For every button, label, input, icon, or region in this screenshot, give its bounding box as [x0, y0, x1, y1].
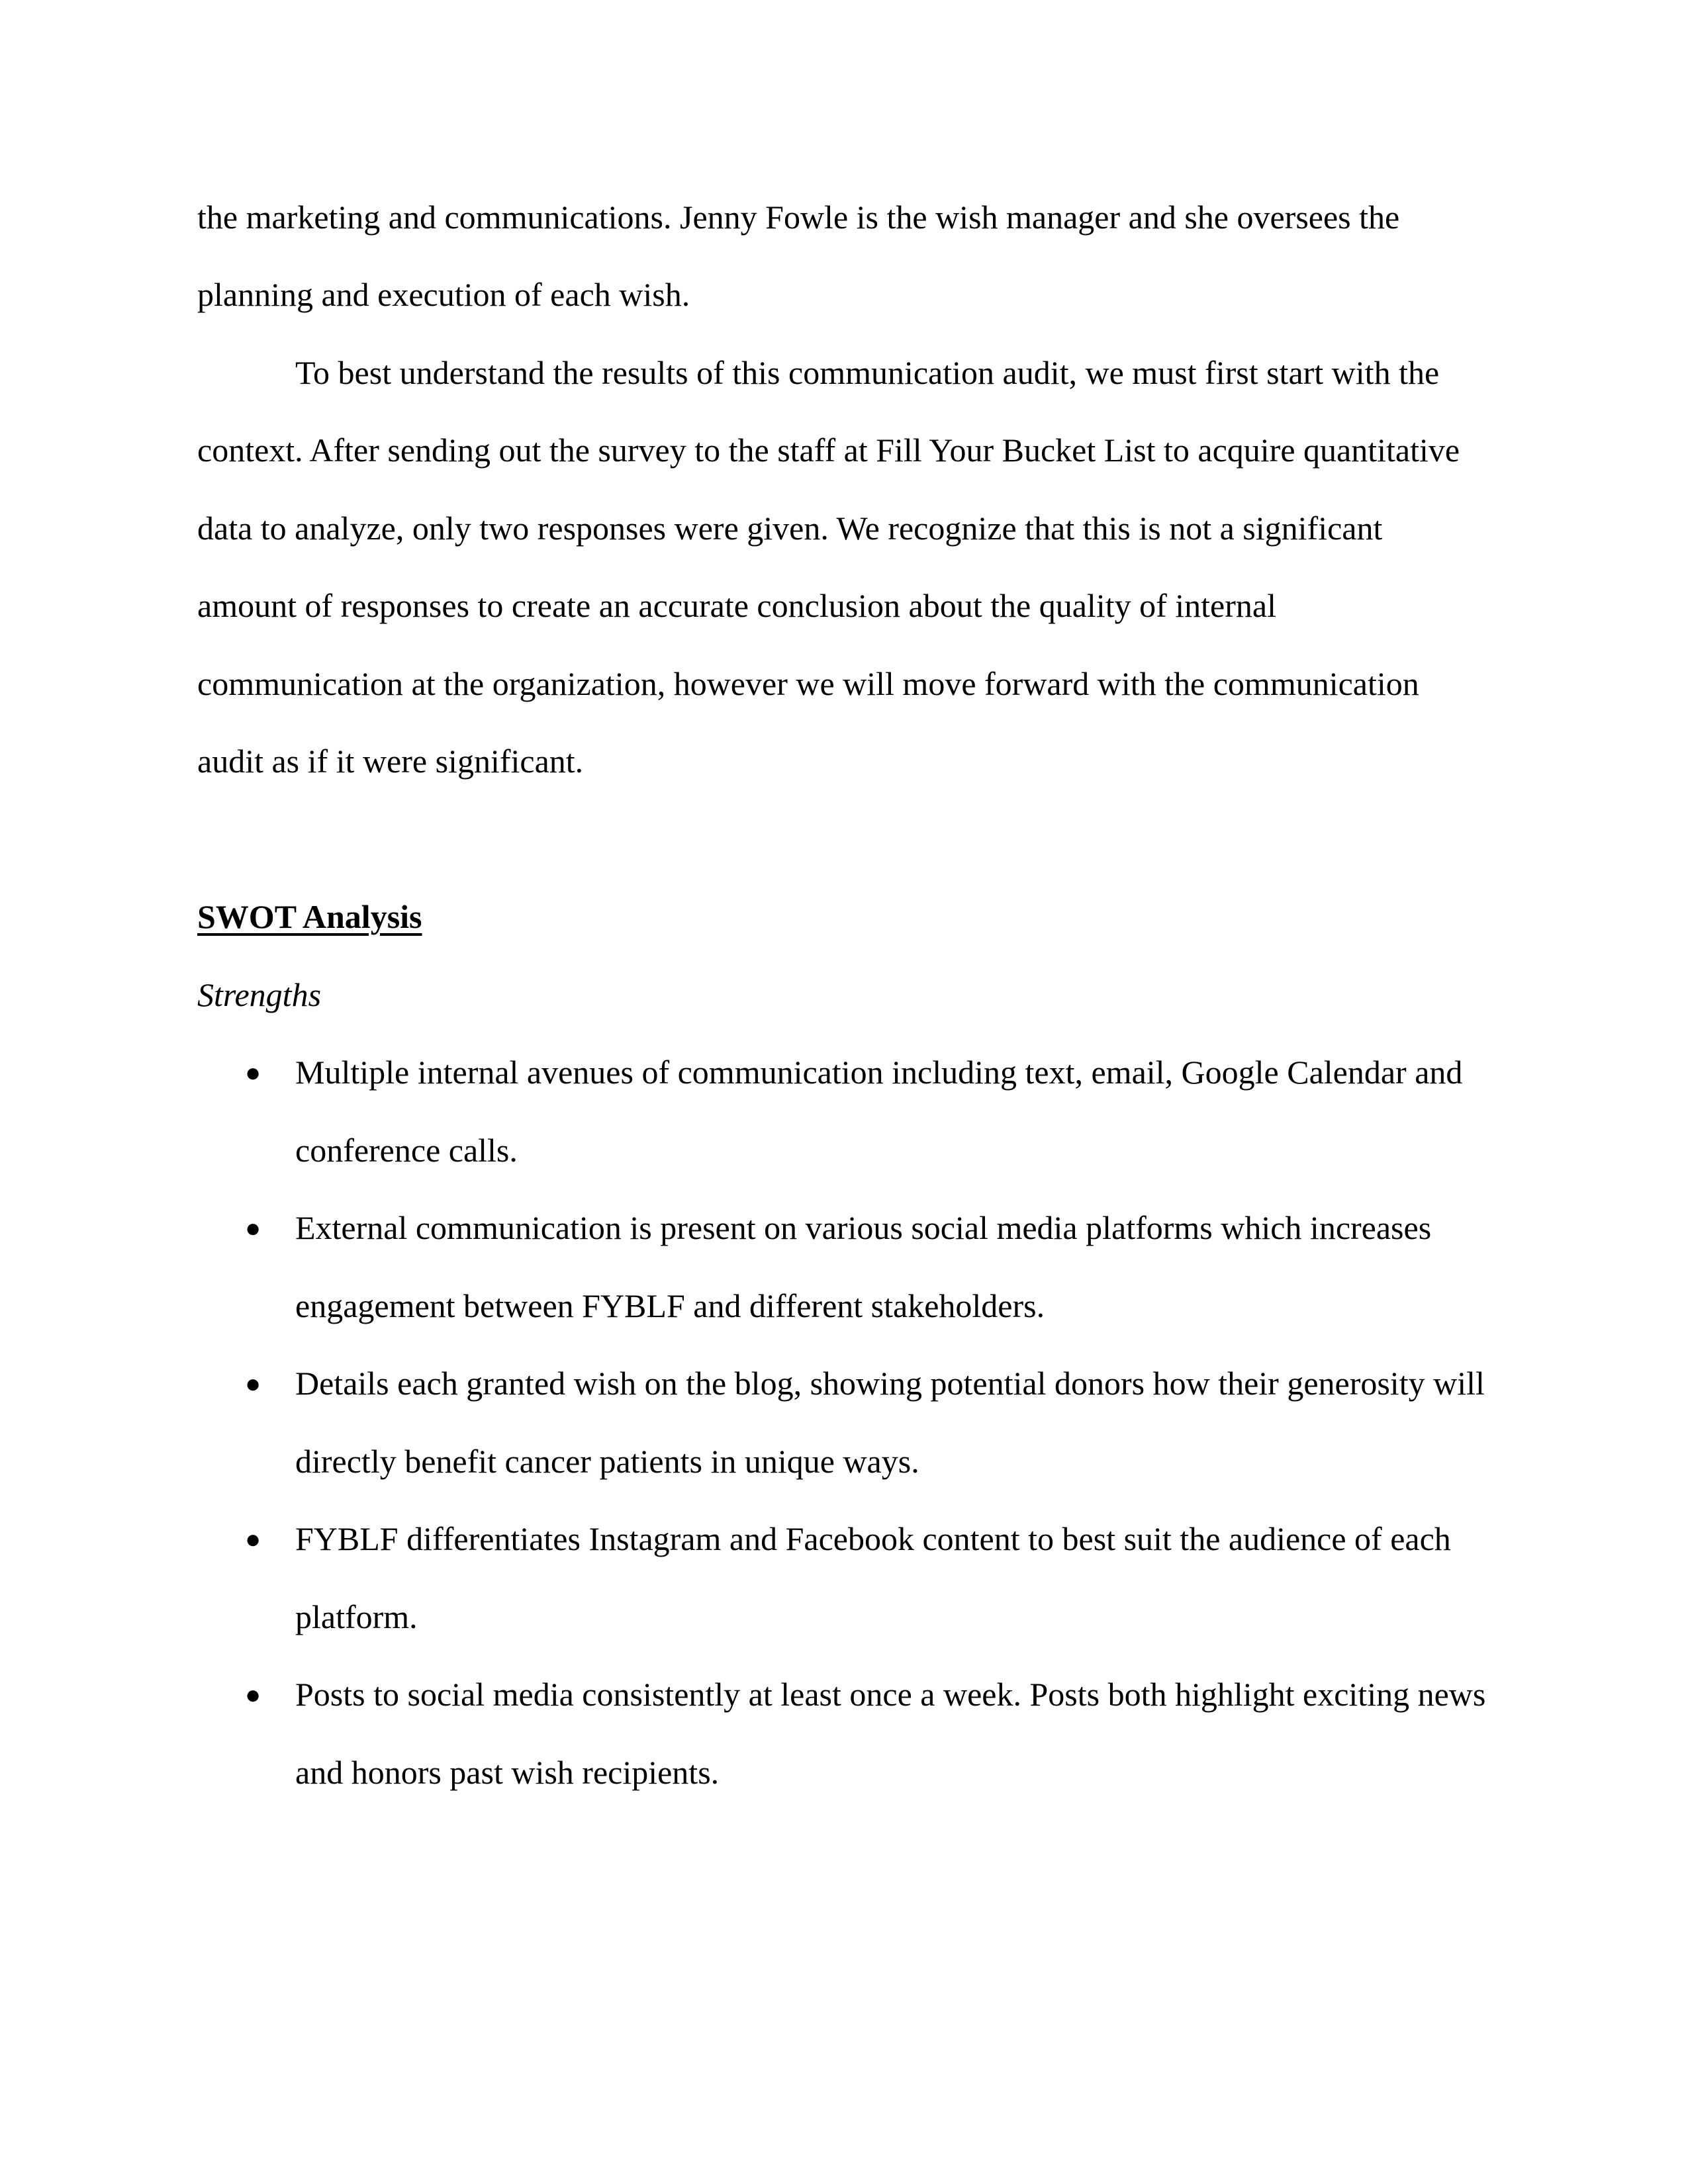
list-item-line: and honors past wish recipients.	[295, 1754, 720, 1791]
list-item-line: External communication is present on various social media platforms which increases	[295, 1209, 1432, 1246]
list-item-line: engagement between FYBLF and different stakeholders.	[295, 1287, 1045, 1324]
paragraph-line: data to analyze, only two responses were given. We recognize that this is not a significant	[197, 510, 1383, 547]
bullet-icon: ●	[245, 1369, 261, 1398]
paragraph-line: audit as if it were significant.	[197, 743, 584, 780]
list-item-line: directly benefit cancer patients in unique ways.	[295, 1443, 919, 1480]
bullet-icon: ●	[245, 1524, 261, 1554]
list-item-line: FYBLF differentiates Instagram and Facebook content to best suit the audience of each	[295, 1520, 1451, 1557]
list-item-line: conference calls.	[295, 1132, 518, 1169]
list-item-line: Multiple internal avenues of communication including text, email, Google Calendar and	[295, 1054, 1463, 1091]
list-item-line: platform.	[295, 1598, 418, 1635]
paragraph-line: amount of responses to create an accurate conclusion about the quality of internal	[197, 587, 1276, 624]
paragraph-line: context. After sending out the survey to the staff at Fill Your Bucket List to acquire quantitative	[197, 432, 1460, 469]
bullet-icon: ●	[245, 1058, 261, 1087]
bullet-icon: ●	[245, 1680, 261, 1709]
subsection-heading: Strengths	[197, 976, 322, 1013]
list-item-line: Posts to social media consistently at least once a week. Posts both highlight exciting news	[295, 1676, 1486, 1713]
section-heading: SWOT Analysis	[197, 898, 422, 935]
paragraph-line: planning and execution of each wish.	[197, 276, 690, 313]
paragraph-line: the marketing and communications. Jenny Fowle is the wish manager and she oversees the	[197, 199, 1400, 236]
paragraph-line: To best understand the results of this communication audit, we must first start with the	[295, 354, 1440, 391]
bullet-icon: ●	[245, 1213, 261, 1243]
paragraph-line: communication at the organization, however we will move forward with the communication	[197, 665, 1419, 702]
list-item-line: Details each granted wish on the blog, showing potential donors how their generosity will	[295, 1365, 1485, 1402]
